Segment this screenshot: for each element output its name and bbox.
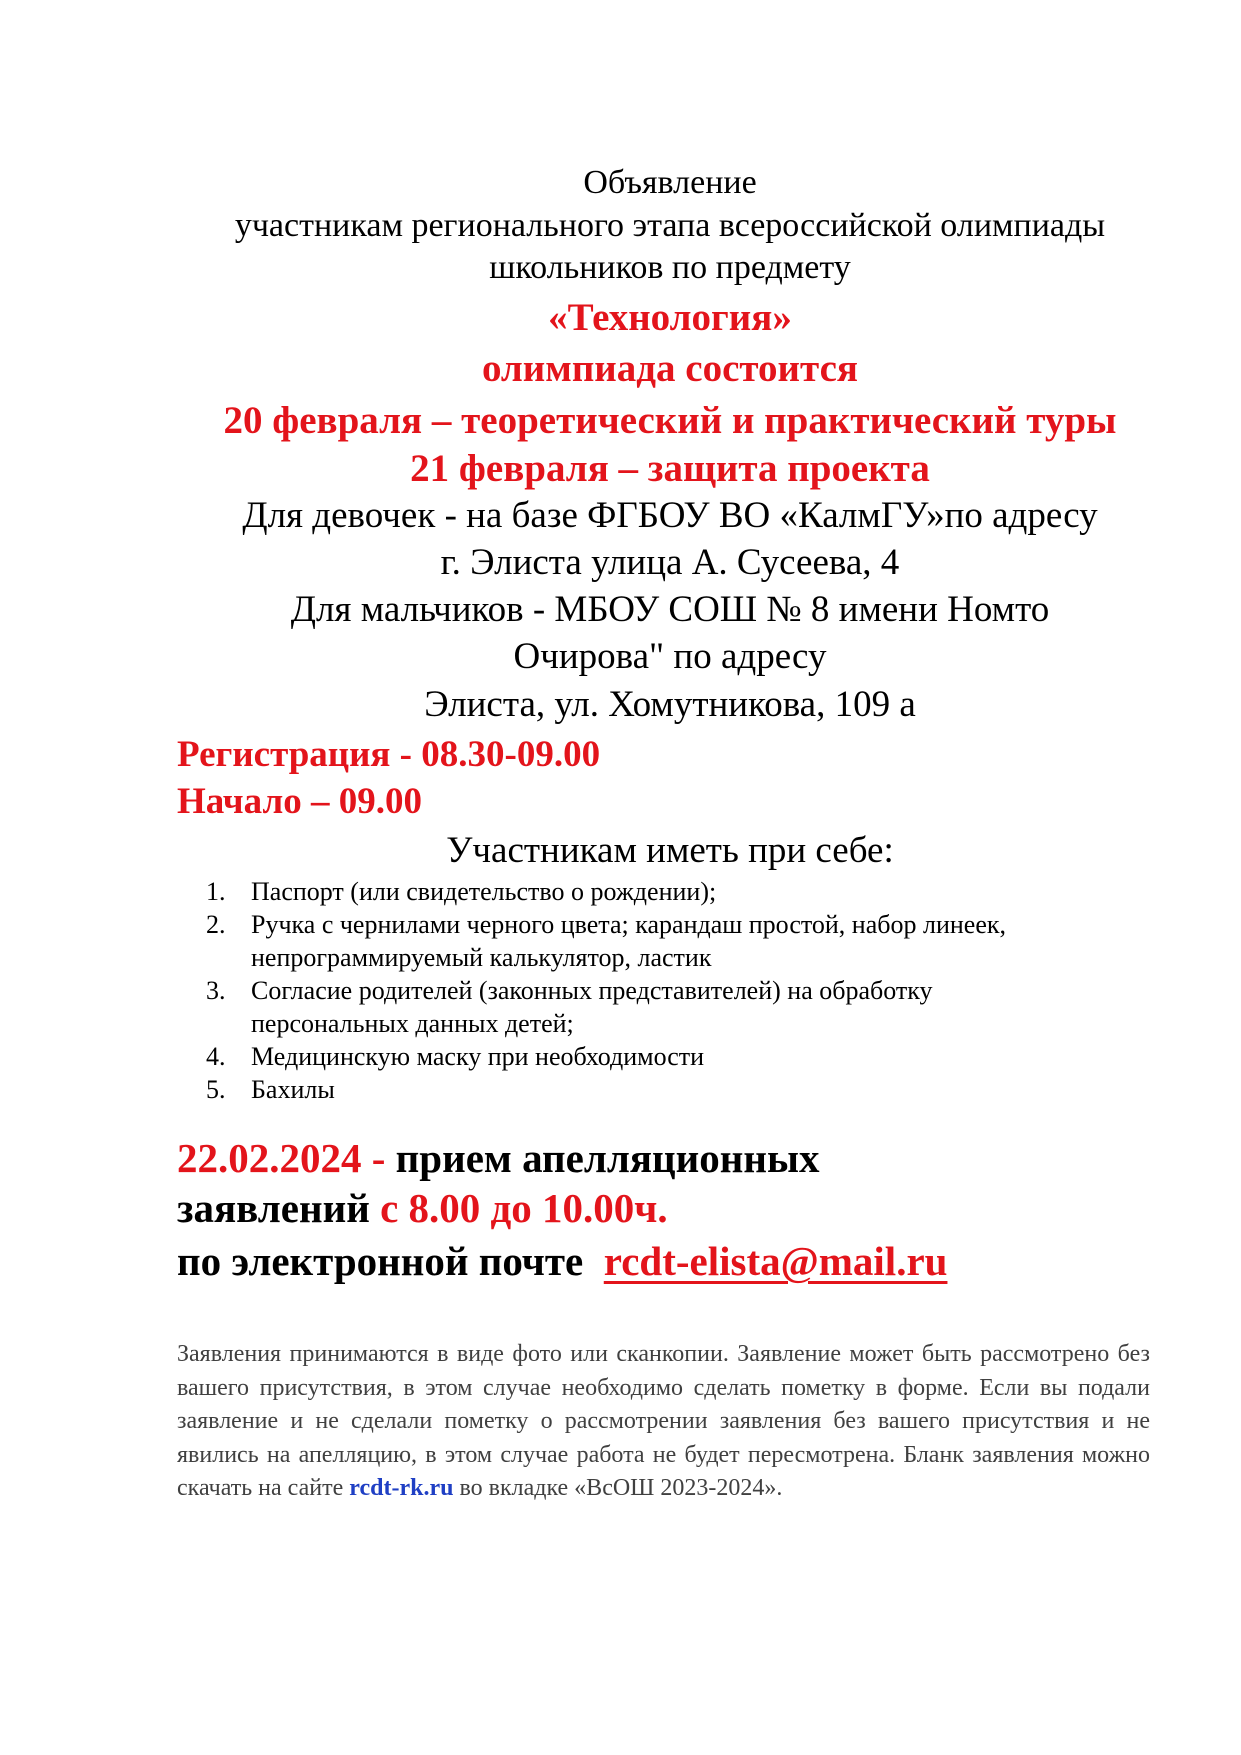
appeal-line-1 [177,1133,820,1183]
page-title: Объявление [583,164,757,201]
list-item-text: Ручка с чернилами черного цвета; карандаш простой, набор линеек, [251,910,1007,939]
list-item-number: 5. [206,1075,226,1104]
appeal-notice [177,1338,1150,1506]
list-item-text: Согласие родителей (законных представителей) на обработку [251,976,933,1005]
venue-boys-line-1: Для мальчиков - МБОУ СОШ № 8 имени Номто [290,589,1050,630]
list-item [206,908,1166,974]
site-link[interactable]: rcdt-rk.ru [349,1475,454,1501]
list-item-number: 1. [206,877,226,906]
list-item-number: 3. [206,976,226,1005]
appeal-email-link[interactable]: rcdt-elista@mail.ru [603,1238,948,1284]
notice-text-end: во вкладке «ВсОШ 2023-2024». [459,1475,783,1501]
venue-boys-line-2: Очирова" по адресу [513,636,827,677]
list-item-text: Бахилы [251,1075,335,1104]
subtitle-line-1: участникам регионального этапа всероссийской олимпиады [234,207,1106,244]
appeal-text-1: прием апелляционных [395,1135,820,1181]
list-item [206,974,1166,1040]
list-item [206,1040,1166,1073]
list-item-text-continued: персональных данных детей; [251,1009,574,1038]
schedule-day-1: 20 февраля – теоретический и практический туры [223,399,1117,442]
venue-girls-line-2: г. Элиста улица А. Сусеева, 4 [440,542,900,583]
start-time: Начало – 09.00 [177,781,422,822]
list-item-text-continued: непрограммируемый калькулятор, ластик [251,943,712,972]
notice-text: Заявления принимаются в виде фото или сканкопии. Заявление может быть рассмотрено без вашего присутствия, в этом случае необходимо сделать пометку в форме. Если вы подали заявление и не сделали пометку о рассмотрении заявления без вашего присутствия и не явились на апелляцию, в этом случае работа не будет пересмотрена. Бланк заявления можно скачать на сайте [177,1341,1150,1501]
venue-boys-line-3: Элиста, ул. Хомутникова, 109 а [424,684,916,725]
registration-time: Регистрация - 08.30-09.00 [177,734,601,775]
appeal-line-2 [177,1183,668,1233]
appeal-text-2: заявлений [177,1185,370,1231]
appeal-text-3: по электронной почте [177,1238,584,1284]
list-item-number: 2. [206,910,226,939]
bring-list [206,875,1166,1106]
list-item-text: Медицинскую маску при необходимости [251,1042,705,1071]
list-item [206,1073,1166,1106]
bring-heading: Участникам иметь при себе: [446,830,894,871]
schedule-day-2: 21 февраля – защита проекта [410,447,930,490]
olympiad-announcement: олимпиада состоится [481,347,859,390]
appeal-time: с 8.00 до 10.00ч. [380,1185,668,1231]
list-item-text: Паспорт (или свидетельство о рождении); [251,877,717,906]
venue-girls-line-1: Для девочек - на базе ФГБОУ ВО «КалмГУ»по адресу [242,495,1098,536]
appeal-line-3 [177,1236,947,1286]
subject-name: «Технология» [548,296,792,339]
appeal-date: 22.02.2024 - [177,1135,386,1181]
list-item-number: 4. [206,1042,226,1071]
list-item [206,875,1166,908]
subtitle-line-2: школьников по предмету [489,249,851,286]
